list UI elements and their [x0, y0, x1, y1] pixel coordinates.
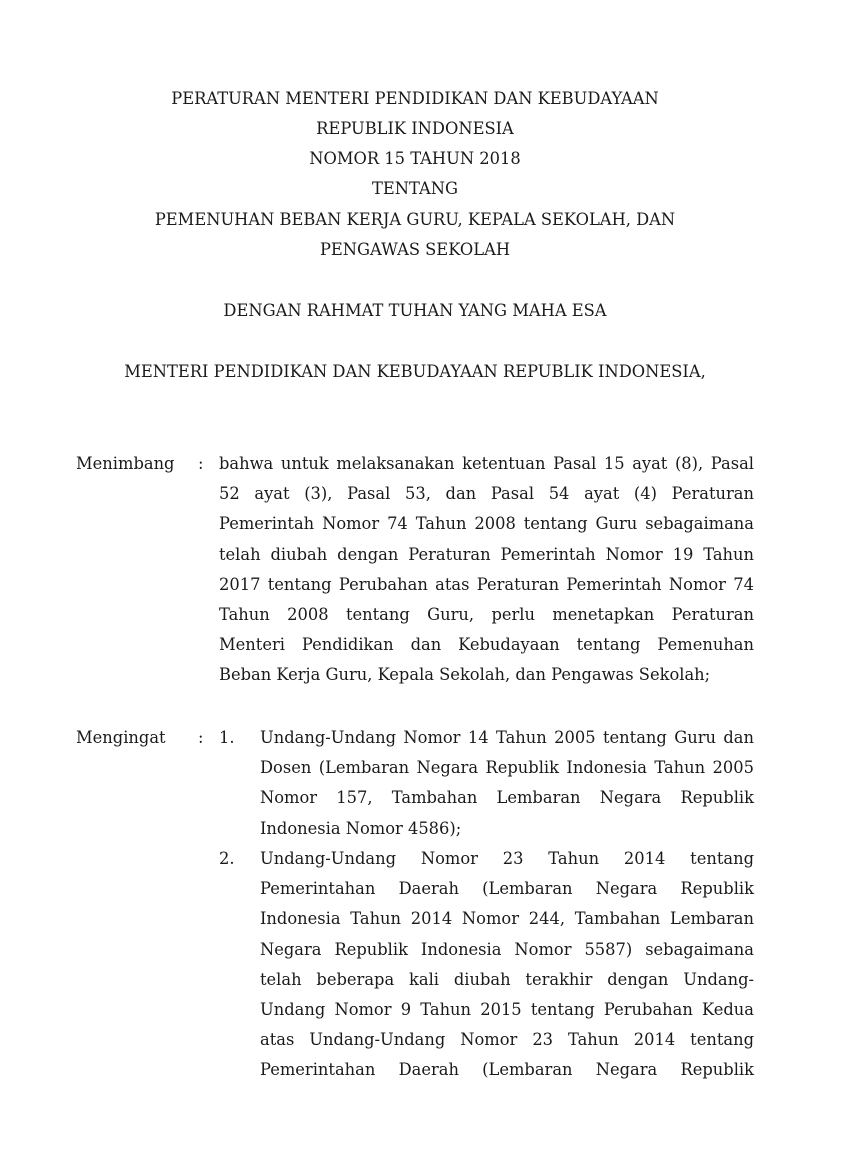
menimbang-line: 2017 tentang Perubahan atas Peraturan Pemerintah Nomor 74 [219, 574, 754, 594]
menimbang-label: Menimbang [76, 454, 175, 473]
menimbang-line: Menteri Pendidikan dan Kebudayaan tentang Pemenuhan [219, 635, 754, 655]
mengingat-item-line: Undang Nomor 9 Tahun 2015 tentang Perubahan Kedua [260, 1000, 754, 1020]
menimbang-line: Pemerintah Nomor 74 Tahun 2008 tentang Guru sebagaimana [219, 514, 754, 534]
mengingat-item-1 [260, 723, 754, 844]
menimbang-line: Tahun 2008 tentang Guru, perlu menetapkan Peraturan [219, 605, 754, 625]
menimbang-line: Beban Kerja Guru, Kepala Sekolah, dan Pengawas Sekolah; [219, 665, 711, 685]
mengingat-item-line: telah beberapa kali diubah terakhir dengan Undang- [260, 969, 754, 989]
regulation-tentang: TENTANG [372, 179, 458, 198]
mengingat-item-line: Dosen (Lembaran Negara Republik Indonesia Tahun 2005 [260, 758, 754, 778]
regulation-subject-line-2: PENGAWAS SEKOLAH [319, 240, 511, 259]
issuer: MENTERI PENDIDIKAN DAN KEBUDAYAAN REPUBLIK INDONESIA, [124, 362, 706, 381]
mengingat-item-line: Pemerintahan Daerah (Lembaran Negara Republik [260, 1060, 754, 1080]
mengingat-item-2 [260, 844, 754, 1086]
mengingat-item-line: Undang-Undang Nomor 23 Tahun 2014 tentang [260, 849, 754, 868]
menimbang-line: 52 ayat (3), Pasal 53, dan Pasal 54 ayat (4) Peraturan [219, 484, 754, 504]
mengingat-item-line: Undang-Undang Nomor 14 Tahun 2005 tentang Guru dan [260, 728, 754, 747]
mengingat-item-line: Pemerintahan Daerah (Lembaran Negara Republik [260, 879, 754, 899]
regulation-title-line-1: PERATURAN MENTERI PENDIDIKAN DAN KEBUDAYAAN [171, 89, 659, 108]
invocation: DENGAN RAHMAT TUHAN YANG MAHA ESA [223, 301, 607, 320]
regulation-number: NOMOR 15 TAHUN 2018 [309, 149, 521, 168]
regulation-title-line-2: REPUBLIK INDONESIA [316, 119, 514, 138]
menimbang-line: bahwa untuk melaksanakan ketentuan Pasal 15 ayat (8), Pasal [219, 454, 754, 473]
mengingat-item-line: atas Undang-Undang Nomor 23 Tahun 2014 tentang [260, 1030, 754, 1050]
mengingat-item-number: 2. [219, 849, 235, 868]
mengingat-label: Mengingat [76, 728, 166, 747]
mengingat-item-line: Indonesia Tahun 2014 Nomor 244, Tambahan Lembaran [260, 909, 754, 929]
mengingat-item-number: 1. [219, 728, 235, 747]
regulation-subject-line-1: PEMENUHAN BEBAN KERJA GURU, KEPALA SEKOLAH, DAN [154, 210, 676, 229]
menimbang-colon: : [198, 454, 204, 473]
mengingat-item-line: Indonesia Nomor 4586); [260, 818, 462, 838]
menimbang-line: telah diubah dengan Peraturan Pemerintah Nomor 19 Tahun [219, 544, 754, 564]
mengingat-item-line: Nomor 157, Tambahan Lembaran Negara Republik [260, 788, 754, 808]
mengingat-item-line: Negara Republik Indonesia Nomor 5587) sebagaimana [260, 939, 754, 959]
menimbang-text [219, 449, 754, 691]
mengingat-colon: : [198, 728, 204, 747]
